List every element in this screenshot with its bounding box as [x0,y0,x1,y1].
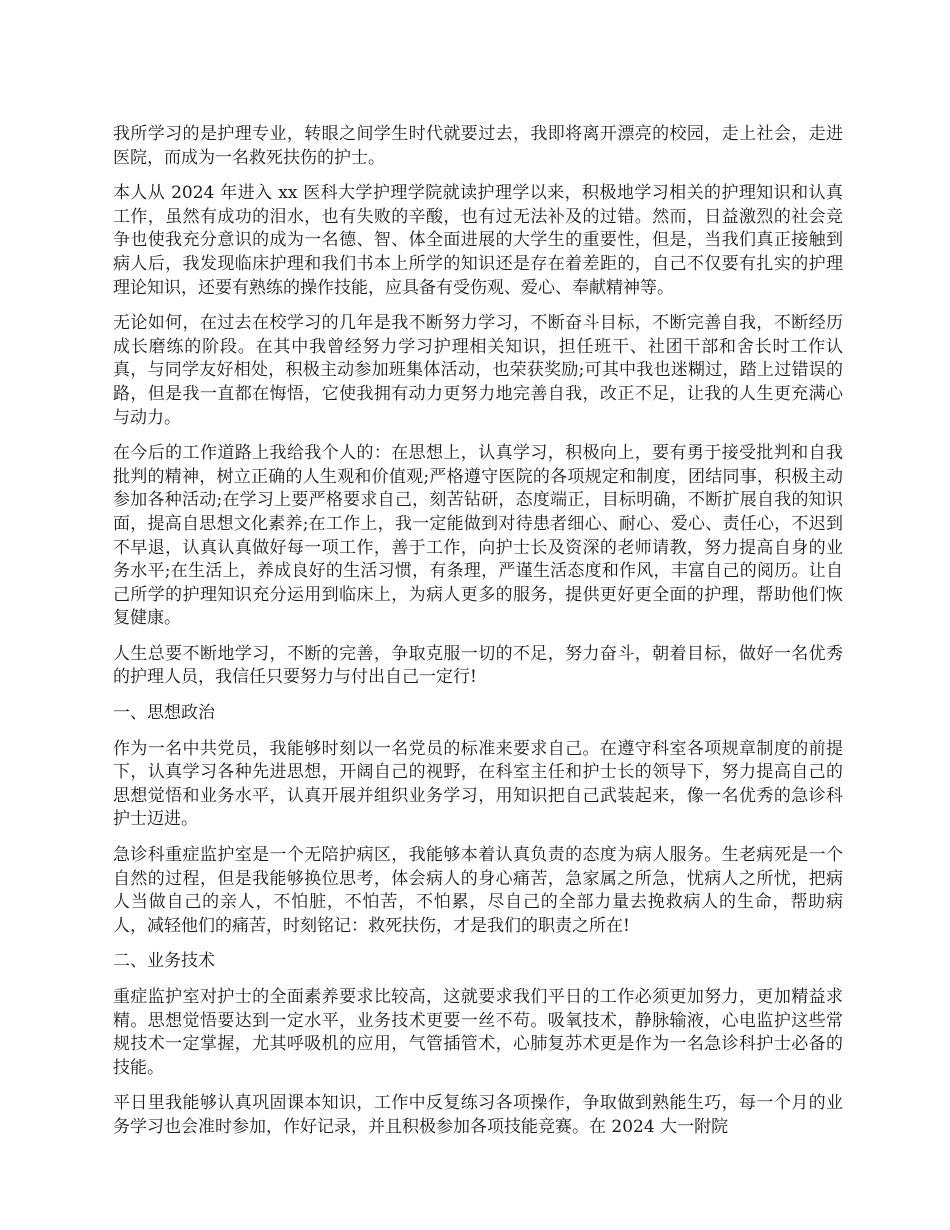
paragraph-school-years: 无论如何，在过去在校学习的几年是我不断努力学习，不断奋斗目标，不断完善自我，不断经历成长磨练的阶段。在其中我曾经努力学习护理相关知识，担任班干、社团干部和舍长时工作认真，与同学友好相处，积极主动参加班集体活动，也荣获奖励;可其中我也迷糊过，踏上过错误的路，但是我一直都在悔悟，它使我拥有动力更努力地完善自我，改正不足，让我的人生更充满心与动力。 [113,313,843,428]
paragraph-party-member: 作为一名中共党员，我能够时刻以一名党员的标准来要求自己。在遵守科室各项规章制度的前提下，认真学习各种先进思想，开阔自己的视野，在科室主任和护士长的领导下，努力提高自己的思想觉悟和业务水平，认真开展并组织业务学习，用知识把自己武装起来，像一名优秀的急诊科护士迈进。 [113,738,843,830]
paragraph-conclusion: 人生总要不断地学习，不断的完善，争取克服一切的不足，努力奋斗，朝着目标，做好一名优秀的护理人员，我信任只要努力与付出自己一定行! [113,643,843,688]
paragraph-intro: 我所学习的是护理专业，转眼之间学生时代就要过去，我即将离开漂亮的校园，走上社会，走进医院，而成为一名救死扶伤的护士。 [113,124,843,168]
document-page [113,123,843,1152]
paragraph-future-plan: 在今后的工作道路上我给我个人的：在思想上，认真学习，积极向上，要有勇于接受批判和自我批判的精神，树立正确的人生观和价值观;严格遵守医院的各项规定和制度，团结同事，积极主动参加各种活动;在学习上要严格要求自己，刻苦钻研，态度端正，目标明确，不断扩展自我的知识面，提高自思想文化素养;在工作上，我一定能做到对待患者细心、耐心、爱心、责任心，不迟到不早退，认真认真做好每一项工作，善于工作，向护士长及资深的老师请教，努力提高自身的业务水平;在生活上，养成良好的生活习惯，有条理，严谨生活态度和作风，丰富自己的阅历。让自己所学的护理知识充分运用到临床上，为病人更多的服务，提供更好更全面的护理，帮助他们恢复健康。 [113,443,843,629]
section-heading-politics: 一、思想政治 [113,703,215,724]
paragraph-daily-practice: 平日里我能够认真巩固课本知识，工作中反复练习各项操作，争取做到熟能生巧，每一个月的业务学习也会准时参加，作好记录，并且积极参加各项技能竞赛。在 2024 大一附院 [113,1093,843,1137]
paragraph-icu-requirements: 重症监护室对护士的全面素养要求比较高，这就要求我们平日的工作必须更加努力，更加精益求精。思想觉悟要达到一定水平，业务技术更要一丝不苟。吸氧技术，静脉输液，心电监护这些常规技术一定掌握，尤其呼吸机的应用，气管插管术，心肺复苏术更是作为一名急诊科护士必备的技能。 [113,987,843,1078]
paragraph-icu-service: 急诊科重症监护室是一个无陪护病区，我能够本着认真负责的态度为病人服务。生老病死是一个自然的过程，但是我能够换位思考，体会病人的身心痛苦，急家属之所急，忧病人之所忧，把病人当做自己的亲人，不怕脏，不怕苦，不怕累，尽自己的全部力量去挽救病人的生命，帮助病人，减轻他们的痛苦，时刻铭记：救死扶伤，才是我们的职责之所在! [113,845,843,936]
section-heading-skills: 二、业务技术 [113,951,215,972]
paragraph-study-history: 本人从 2024 年进入 xx 医科大学护理学院就读护理学以来，积极地学习相关的护理知识和认真工作，虽然有成功的泪水，也有失败的辛酸，也有过无法补及的过错。然而，日益激烈的社会竞争也使我充分意识的成为一名德、智、体全面进展的大学生的重要性，但是，当我们真正接触到病人后，我发现临床护理和我们书本上所学的知识还是存在着差距的，自己不仅要有扎实的护理理论知识，还要有熟练的操作技能，应具备有受伤观、爱心、奉献精神等。 [113,183,843,298]
